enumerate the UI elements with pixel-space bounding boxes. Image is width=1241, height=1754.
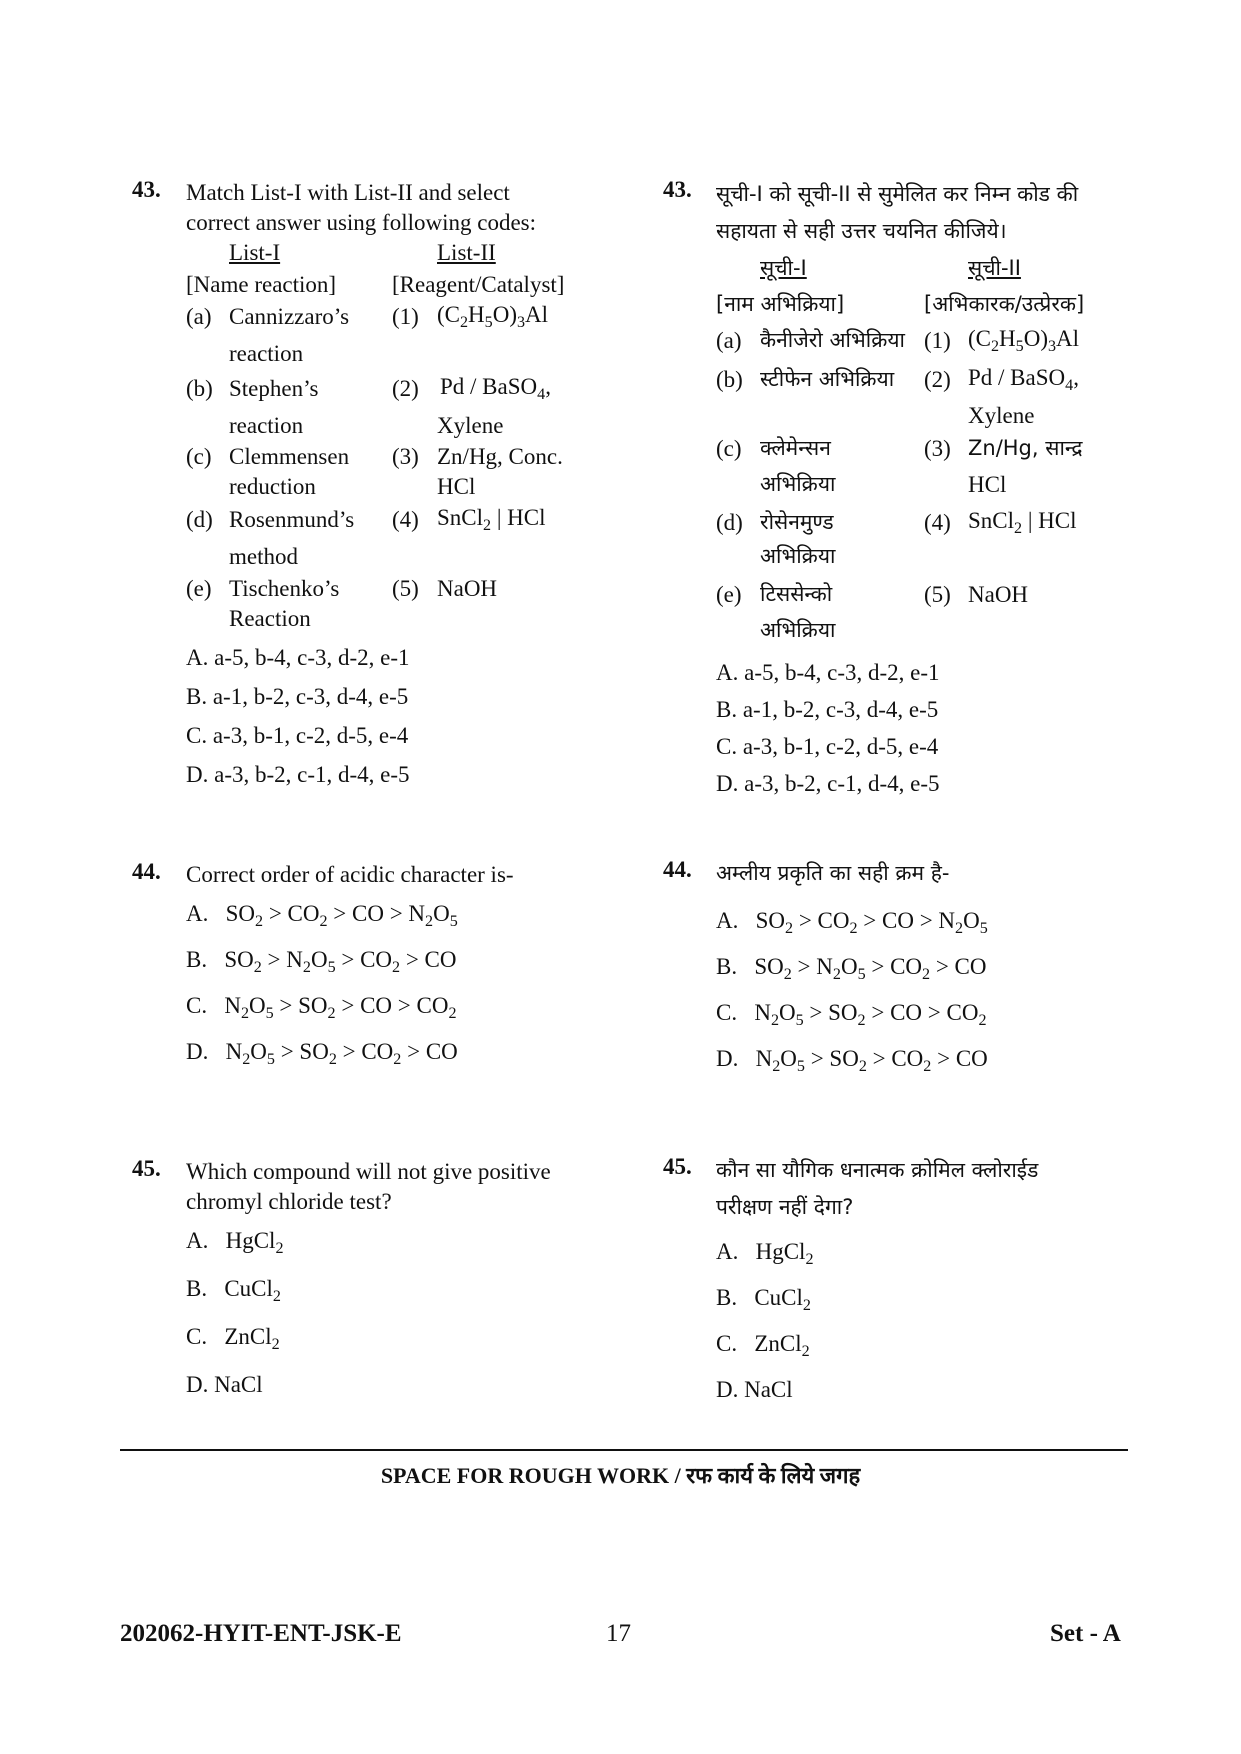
row-num: (5) — [924, 582, 951, 607]
option-a: A. $SO_2 > CO_2$ > CO > $N_2O_5$ — [186, 901, 458, 930]
option-b: B. a-1, b-2, c-3, d-4, e-5 — [186, 684, 409, 709]
q45-stem-line2: परीक्षण नहीं देगा? — [716, 1195, 854, 1219]
row-name: स्टीफेन अभिक्रिया — [760, 367, 895, 391]
q43-stem-line2: सहायता से सही उत्तर चयनित कीजिये। — [716, 219, 1007, 243]
q45-stem-line2: chromyl chloride test? — [186, 1189, 392, 1214]
q43-stem-line1: Match List-I with List-II and select — [186, 180, 510, 205]
row-name-cont: अभिक्रिया — [760, 618, 836, 642]
q45-stem-line1: Which compound will not give positive — [186, 1159, 551, 1184]
list1-subtitle: [Name reaction] — [186, 272, 337, 297]
reagent-sncl2-hcl: SnCl$_2$ | HCl — [437, 505, 546, 534]
option-c: C. ZnCl$_2$ — [186, 1324, 280, 1353]
reagent: NaOH — [968, 582, 1029, 607]
option-d: D. NaCl — [716, 1377, 793, 1402]
q44-stem: Correct order of acidic character is- — [186, 862, 514, 887]
q44-stem: अम्लीय प्रकृति का सही क्रम है- — [716, 861, 950, 885]
paper-code: 202062-HYIT-ENT-JSK-E — [120, 1620, 402, 1647]
row-num: (3) — [924, 436, 951, 461]
reagent-cont: HCl — [437, 474, 476, 499]
row-name-cont: reaction — [229, 341, 304, 366]
option-d: D. $N_2O_5 > SO_2 > CO_2$ > CO — [716, 1046, 988, 1075]
option-b: B. $SO_2 > N_2O_5 > CO_2$ > CO — [716, 954, 987, 983]
q43-number: 43. — [132, 177, 161, 202]
option-b: B. CuCl$_2$ — [716, 1285, 811, 1314]
option-d: D. $N_2O_5 > SO_2 > CO_2$ > CO — [186, 1039, 458, 1068]
rough-work-heading: SPACE FOR ROUGH WORK / रफ कार्य के लिये जगह — [380, 1463, 861, 1488]
reagent: NaOH — [437, 576, 498, 601]
reagent-pd-baso4: Pd / BaSO$_4$, — [968, 365, 1079, 394]
q45-number: 45. — [132, 1156, 161, 1181]
option-a: A. HgCl$_2$ — [716, 1239, 814, 1268]
row-key: (d) — [716, 510, 743, 535]
row-name-cont: अभिक्रिया — [760, 472, 836, 496]
reagent: Zn/Hg, Conc. — [437, 444, 563, 469]
option-d: D. a-3, b-2, c-1, d-4, e-5 — [716, 771, 940, 796]
page-number: 17 — [606, 1620, 631, 1647]
row-num: (4) — [392, 507, 419, 532]
reagent-cont: Xylene — [968, 403, 1035, 428]
list2-title: सूची-II — [968, 256, 1021, 280]
row-key: (a) — [716, 328, 742, 353]
reagent-pd-baso4: Pd / BaSO$_4$, — [440, 374, 551, 403]
row-num: (2) — [924, 367, 951, 392]
row-name: Tischenko’s — [229, 576, 340, 601]
row-name: क्लेमेन्सन — [760, 436, 831, 460]
row-name-cont: method — [229, 544, 298, 569]
row-key: (c) — [716, 436, 742, 461]
reagent-cont: Xylene — [437, 413, 504, 438]
row-num: (2) — [392, 376, 419, 401]
list2-title: List-II — [437, 240, 496, 265]
option-a: A. $SO_2 > CO_2$ > CO > $N_2O_5$ — [716, 908, 988, 937]
option-d: D. NaCl — [186, 1372, 263, 1397]
row-key: (e) — [716, 582, 742, 607]
option-b: B. a-1, b-2, c-3, d-4, e-5 — [716, 697, 939, 722]
option-c: C. $N_2O_5 > SO_2$ > CO > $CO_2$ — [716, 1000, 987, 1029]
row-num: (5) — [392, 576, 419, 601]
row-key: (b) — [186, 376, 213, 401]
option-c: C. a-3, b-1, c-2, d-5, e-4 — [186, 723, 409, 748]
row-name: Clemmensen — [229, 444, 350, 469]
option-a: A. a-5, b-4, c-3, d-2, e-1 — [186, 645, 410, 670]
row-name: Stephen’s — [229, 376, 319, 401]
list1-subtitle: [नाम अभिक्रिया] — [716, 292, 845, 316]
q45-stem-line1: कौन सा यौगिक धनात्मक क्रोमिल क्लोराईड — [716, 1158, 1039, 1182]
option-b: B. $SO_2 > N_2O_5 > CO_2$ > CO — [186, 947, 457, 976]
option-b: B. CuCl$_2$ — [186, 1276, 281, 1305]
q43-number: 43. — [663, 177, 692, 202]
row-name: टिससेन्को — [760, 582, 833, 606]
q43-stem-line2: correct answer using following codes: — [186, 210, 537, 235]
row-name-cont: Reaction — [229, 606, 311, 631]
set-label: Set - A — [1050, 1620, 1121, 1647]
row-key: (d) — [186, 507, 213, 532]
row-name-cont: reduction — [229, 474, 316, 499]
q45-number: 45. — [663, 1154, 692, 1179]
row-name: Rosenmund’s — [229, 507, 355, 532]
reagent-sncl2-hcl: SnCl$_2$ | HCl — [968, 508, 1077, 537]
option-c: C. ZnCl$_2$ — [716, 1331, 810, 1360]
row-num: (3) — [392, 444, 419, 469]
row-key: (e) — [186, 576, 212, 601]
option-c: C. a-3, b-1, c-2, d-5, e-4 — [716, 734, 939, 759]
option-a: A. HgCl$_2$ — [186, 1228, 284, 1257]
row-name-cont: अभिक्रिया — [760, 544, 836, 568]
q44-number: 44. — [663, 857, 692, 882]
rough-work-divider — [120, 1449, 1128, 1451]
q43-stem-line1: सूची-I को सूची-II से सुमेलित कर निम्न कोड की — [716, 182, 1079, 206]
option-d: D. a-3, b-2, c-1, d-4, e-5 — [186, 762, 410, 787]
option-c: C. $N_2O_5 > SO_2$ > CO > $CO_2$ — [186, 993, 457, 1022]
row-key: (c) — [186, 444, 212, 469]
list1-title: सूची-I — [760, 256, 807, 280]
row-num: (4) — [924, 510, 951, 535]
row-num: (1) — [924, 328, 951, 353]
row-key: (b) — [716, 367, 743, 392]
row-name: Cannizzaro’s — [229, 304, 350, 329]
reagent-cont: HCl — [968, 472, 1007, 497]
reagent-triethoxyaluminium: $(C_2H_5O)_3Al$ — [968, 326, 1080, 355]
row-key: (a) — [186, 304, 212, 329]
row-name: रोसेनमुण्ड — [760, 510, 834, 534]
q44-number: 44. — [132, 859, 161, 884]
reagent-triethoxyaluminium: $(C_2H_5O)_3Al$ — [437, 302, 549, 331]
row-num: (1) — [392, 304, 419, 329]
reagent: Zn/Hg, सान्द्र — [968, 436, 1083, 460]
row-name: कैनीजेरो अभिक्रिया — [760, 328, 905, 352]
list2-subtitle: [Reagent/Catalyst] — [392, 272, 565, 297]
list1-title: List-I — [229, 240, 281, 265]
option-a: A. a-5, b-4, c-3, d-2, e-1 — [716, 660, 940, 685]
list2-subtitle: [अभिकारक/उत्प्रेरक] — [924, 292, 1085, 316]
row-name-cont: reaction — [229, 413, 304, 438]
